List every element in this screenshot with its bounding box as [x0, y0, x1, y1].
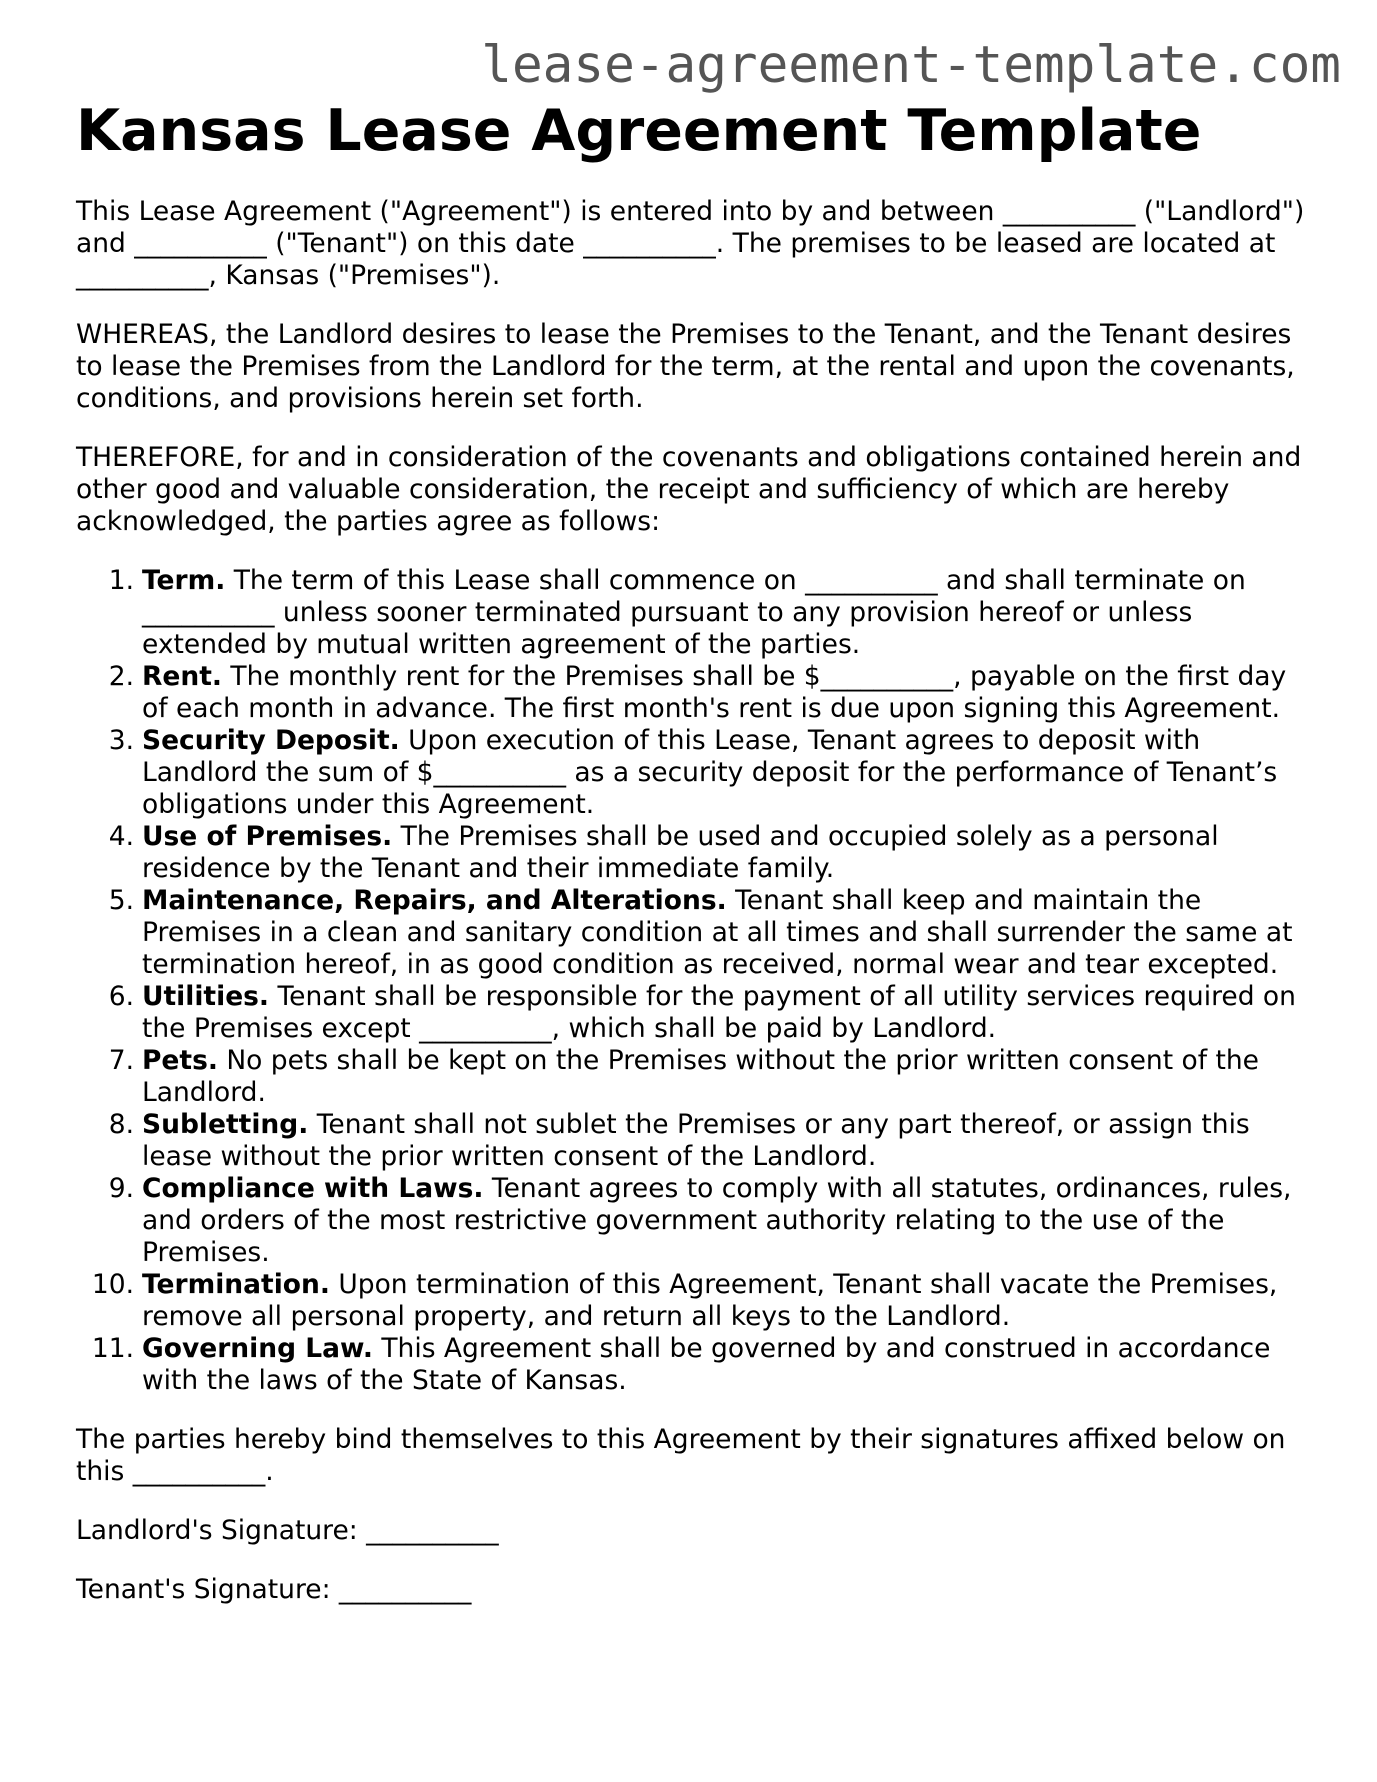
clause-heading: Term. [142, 565, 226, 596]
clause-body [142, 1173, 1316, 1269]
therefore-paragraph: THEREFORE, for and in consideration of the covenants and obligations contained herein and other good and valuable consideration, the receipt and sufficiency of which are hereby acknowledged, the parties agree as follows: [76, 442, 1302, 537]
clause-text: Tenant shall not sublet the Premises or any part thereof, or assign this lease without the prior written consent of the Landlord. [142, 1109, 1250, 1172]
clause-body [142, 821, 1316, 885]
clause-heading: Governing Law. [142, 1333, 373, 1364]
clause-body [142, 1109, 1316, 1173]
document-body [76, 196, 1316, 1633]
clause-body [142, 981, 1316, 1045]
clause-item [76, 1045, 1316, 1109]
clause-number: 11. [91, 1333, 134, 1364]
clause-heading: Use of Premises. [142, 821, 393, 852]
tenant-signature-line: Tenant's Signature: __________ [76, 1574, 472, 1605]
clause-text: This Agreement shall be governed by and construed in accordance with the laws of the State of Kansas. [142, 1333, 1271, 1396]
clause-item [76, 885, 1316, 981]
clause-heading: Compliance with Laws. [142, 1173, 484, 1204]
clause-item [76, 1333, 1316, 1397]
clause-number: 3. [108, 725, 134, 756]
clause-number: 5. [108, 885, 134, 916]
clause-text: Tenant shall keep and maintain the Premises in a clean and sanitary condition at all times and shall surrender the same at termination hereof, in as good condition as received, normal wear and tear excepted. [142, 885, 1293, 980]
clause-number: 10. [91, 1269, 134, 1300]
clause-item [76, 1269, 1316, 1333]
clause-text: The monthly rent for the Premises shall be $__________, payable on the first day of each month in advance. The first month's rent is due upon signing this Agreement. [142, 661, 1287, 724]
clause-item [76, 981, 1316, 1045]
clause-list [76, 565, 1316, 1397]
clause-number: 7. [108, 1045, 134, 1076]
clause-body [142, 1333, 1316, 1397]
clause-body [142, 661, 1316, 725]
clause-text: The term of this Lease shall commence on __________ and shall terminate on __________ unless sooner terminated pursuant to any provision hereof or unless extended by mutual written agreement of the parties. [142, 565, 1246, 660]
clause-number: 2. [108, 661, 134, 692]
clause-item [76, 661, 1316, 725]
clause-item [76, 821, 1316, 885]
closing-paragraph: The parties hereby bind themselves to this Agreement by their signatures affixed below on this __________. [76, 1424, 1286, 1487]
site-watermark: lease-agreement-template.com [481, 36, 1341, 95]
clause-number: 9. [108, 1173, 134, 1204]
clause-item [76, 725, 1316, 821]
clause-number: 6. [108, 981, 134, 1012]
clause-item [76, 565, 1316, 661]
clause-item [76, 1109, 1316, 1173]
clause-item [76, 1173, 1316, 1269]
clause-heading: Rent. [142, 661, 222, 692]
clause-text: Upon execution of this Lease, Tenant agrees to deposit with Landlord the sum of $__________ as a security deposit for the performance of Tenant’s obligations under this Agreement. [142, 725, 1278, 820]
clause-heading: Termination. [142, 1269, 330, 1300]
clause-heading: Utilities. [142, 981, 270, 1012]
clause-body [142, 885, 1316, 981]
clause-text: The Premises shall be used and occupied solely as a personal residence by the Tenant and their immediate family. [142, 821, 1219, 884]
clause-text: Upon termination of this Agreement, Tenant shall vacate the Premises, remove all personal property, and return all keys to the Landlord. [142, 1269, 1278, 1332]
intro-paragraph: This Lease Agreement ("Agreement") is entered into by and between __________ ("Landlord") and __________ ("Tenant") on this date __________. The premises to be leased are located at __________, Kansas ("Premises"). [76, 196, 1305, 291]
clause-heading: Subletting. [142, 1109, 309, 1140]
clause-body [142, 565, 1316, 661]
clause-body [142, 725, 1316, 821]
clause-heading: Pets. [142, 1045, 218, 1076]
clause-heading: Security Deposit. [142, 725, 400, 756]
clause-heading: Maintenance, Repairs, and Alterations. [142, 885, 727, 916]
clause-body [142, 1269, 1316, 1333]
clause-text: Tenant shall be responsible for the payment of all utility services required on the Premises except __________, which shall be paid by Landlord. [142, 981, 1296, 1044]
clause-body [142, 1045, 1316, 1109]
clause-text: Tenant agrees to comply with all statutes, ordinances, rules, and orders of the most restrictive government authority relating to the use of the Premises. [142, 1173, 1292, 1268]
page-title: Kansas Lease Agreement Template [76, 98, 1202, 164]
whereas-paragraph: WHEREAS, the Landlord desires to lease the Premises to the Tenant, and the Tenant desires to lease the Premises from the Landlord for the term, at the rental and upon the covenants, conditions, and provisions herein set forth. [76, 319, 1295, 414]
clause-number: 1. [108, 565, 134, 596]
clause-text: No pets shall be kept on the Premises without the prior written consent of the Landlord. [142, 1045, 1259, 1108]
landlord-signature-line: Landlord's Signature: __________ [76, 1515, 499, 1546]
clause-number: 8. [108, 1109, 134, 1140]
clause-number: 4. [108, 821, 134, 852]
